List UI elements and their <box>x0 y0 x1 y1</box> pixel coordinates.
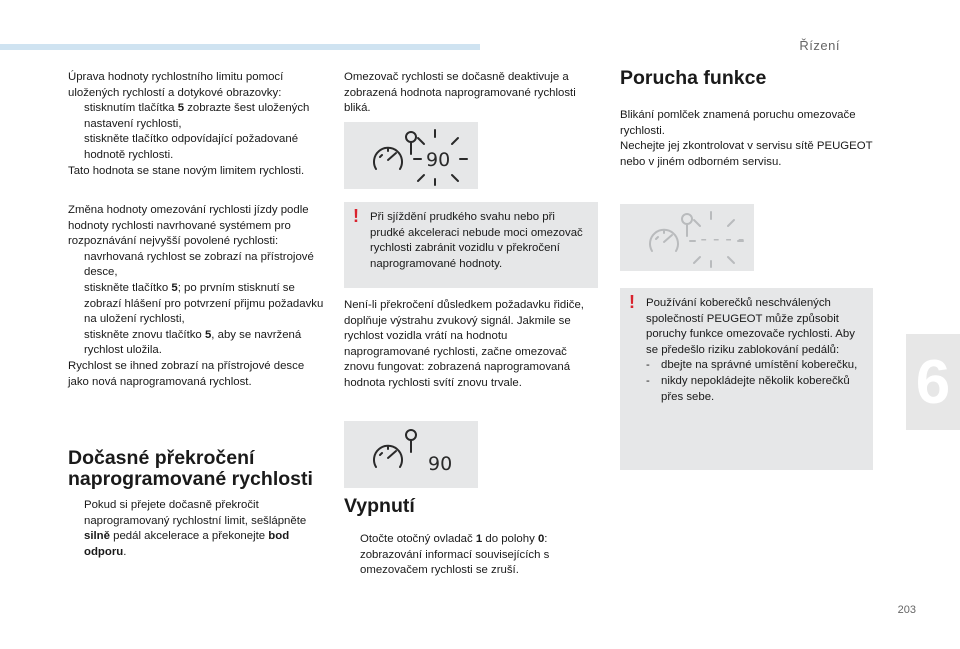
warning-icon: ! <box>353 206 359 226</box>
speed-value: 90 <box>426 149 451 171</box>
section-title: Řízení <box>799 38 840 53</box>
speed-limiter-display-steady <box>344 421 478 488</box>
change-limit-paragraph: Změna hodnoty omezování rychlosti jízdy podle hodnoty rychlosti navrhované systémem pro rozpoznávání nejvyšší povolené rychlosti: navrhovaná rychlost se zobrazí na přístrojové desce, stiskněte tlačítko 5; po prvním stisknutí se zobrazí hlášení pro potvrzení přijmu požadavku na uložení rychlosti, stiskněte znovu tlačítko 5, aby se navržená rychlost uložila. Rychlost se ihned zobrazí na přístrojové desce jako nová naprogramovaná rychlost. <box>68 203 326 390</box>
adjust-limit-paragraph: Úprava hodnoty rychlostního limitu pomocí uložených rychlostí a dotykové obrazovky: stisknutím tlačítka 5 zobrazte šest uložených nastavení rychlosti, stiskněte tlačítko odpovídající požadované hodnotě rychlosti. Tato hodnota se stane novým limitem rychlosti. <box>68 70 326 179</box>
page-number: 203 <box>897 604 916 616</box>
list-item: - nikdy nepokládejte několik koberečků přes sebe. <box>646 374 865 405</box>
speed-limiter-display-flashing <box>344 122 478 189</box>
bullet-icon <box>344 532 360 579</box>
list-item: Otočte otočný ovladač 1 do polohy 0: zobrazování informací souvisejících s omezovačem rychlosti se zruší. <box>344 532 594 579</box>
header-bar <box>0 44 480 50</box>
speed-limiter-display-fault <box>620 204 754 271</box>
list-item: stiskněte tlačítko 5; po prvním stisknutí se zobrazí hlášení pro potvrzení přijmu požadavku na uložení rychlosti, <box>68 281 326 328</box>
warning-box: ! Při sjíždění prudkého svahu nebo při prudké akceleraci nebude moci omezovač rychlosti zabránit vozidlu v překročení naprogramované hodnoty. <box>344 202 598 288</box>
bullet-icon <box>68 328 84 359</box>
deactivated-paragraph: Omezovač rychlosti se dočasně deaktivuje a zobrazená hodnota naprogramované rychlosti bliká. <box>344 71 576 115</box>
warning-box: ! Používání koberečků neschválených společností PEUGEOT může způsobit poruchy funkce omezovače rychlosti. Aby se předešlo riziku zablokování pedálů: - dbejte na správné umístění koberečku, - nikdy nepokládejte několik koberečků přes sebe. <box>620 288 873 470</box>
bullet-icon <box>68 101 84 132</box>
warning-icon: ! <box>629 292 635 312</box>
chapter-tab: 6 <box>906 334 960 430</box>
list-item: stisknutím tlačítka 5 zobrazte šest uložených nastavení rychlosti, <box>68 101 326 132</box>
heading-switch-off: Vypnutí <box>344 495 415 517</box>
dash-icon: - <box>646 374 650 387</box>
bullet-icon <box>68 281 84 328</box>
override-paragraph <box>68 498 326 560</box>
list-item: Pokud si přejete dočasně překročit naprogramovaný rychlostní limit, sešlápněte silně pedál akcelerace a překonejte bod odporu. <box>68 498 326 560</box>
list-item: navrhovaná rychlost se zobrazí na přístrojové desce, <box>68 250 326 281</box>
bullet-icon <box>68 132 84 163</box>
overspeed-paragraph: Není-li překročení důsledkem požadavku řidiče, doplňuje výstrahu zvukový signál. Jakmile se rychlost vozidla vrátí na hodnotu naprogramované rychlosti, začne omezovač znovu fungovat: zobrazená naprogramovaná hodnota rychlosti svítí znovu trvale. <box>344 299 584 389</box>
speed-value: 90 <box>428 453 453 475</box>
fault-dashes: ---- <box>698 228 748 250</box>
switch-off-paragraph <box>344 532 594 579</box>
bullet-icon <box>68 498 84 560</box>
speedometer-icon <box>344 122 478 189</box>
malfunction-paragraph: Blikání pomlček znamená poruchu omezovače rychlosti. Nechejte jej zkontrolovat v servisu sítě PEUGEOT nebo v jiném odborném servisu. <box>620 109 873 168</box>
dash-icon: - <box>646 359 650 372</box>
speedometer-icon <box>344 421 478 488</box>
list-item: stiskněte tlačítko odpovídající požadované hodnotě rychlosti. <box>68 132 326 163</box>
list-item: stiskněte znovu tlačítko 5, aby se navržená rychlost uložila. <box>68 328 326 359</box>
list-item: - dbejte na správné umístění koberečku, <box>646 358 865 374</box>
bullet-icon <box>68 250 84 281</box>
heading-temporary-override: Dočasné překročení naprogramované rychlosti <box>68 447 313 490</box>
heading-malfunction: Porucha funkce <box>620 67 767 89</box>
